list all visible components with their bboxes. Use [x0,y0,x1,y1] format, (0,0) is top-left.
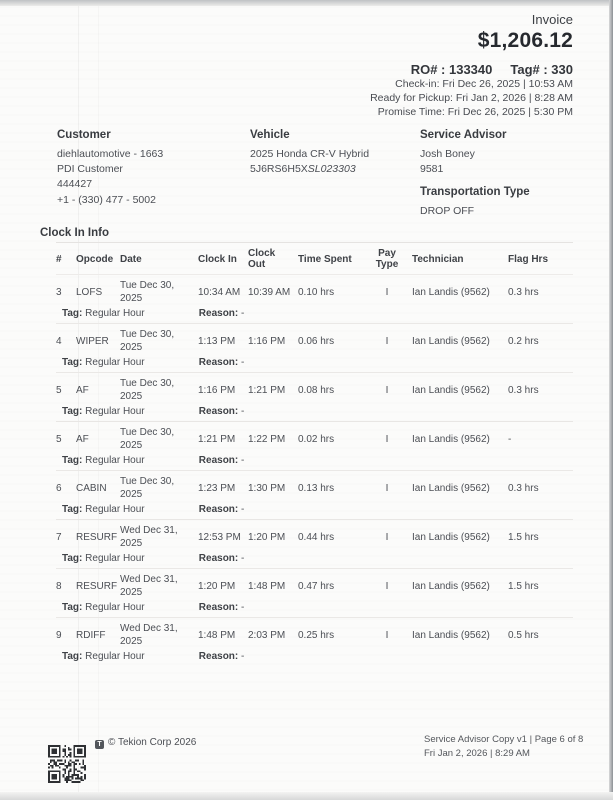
cell-date: Tue Dec 30, 2025 [120,280,175,304]
cell-clock-out: 1:48 PM [248,581,286,592]
customer-title: Customer [57,129,111,141]
copyright-text: © Tekion Corp 2026 [108,737,197,748]
cell-opcode: RESURF [76,532,118,543]
transportation-block [420,186,573,219]
table-header-row [56,242,573,275]
cell-flag-hrs: 1.5 hrs [508,581,539,592]
customer-number: 444427 [57,178,93,191]
cell-clock-in: 1:16 PM [198,385,236,396]
table-row [56,471,573,503]
cell-row-number: 3 [56,287,62,298]
clock-row-group [56,618,573,666]
clock-row-group [56,373,573,422]
table-row [56,324,573,356]
cell-time-spent: 0.47 hrs [298,581,335,592]
cell-time-spent: 0.08 hrs [298,385,335,396]
vehicle-title: Vehicle [250,129,290,141]
cell-flag-hrs: 0.3 hrs [508,483,539,494]
cell-clock-out: 1:30 PM [248,483,286,494]
cell-clock-out: 10:39 AM [248,287,291,298]
cell-date: Tue Dec 30, 2025 [120,476,175,500]
cell-flag-hrs: 1.5 hrs [508,532,539,543]
cell-clock-out: 1:21 PM [248,385,286,396]
table-row [56,618,573,650]
table-row [56,422,573,454]
tag-number: Tag# : 330 [510,62,573,77]
cell-clock-out: 1:22 PM [248,434,286,445]
reason-value: Reason: - [198,357,245,368]
cell-clock-in: 1:48 PM [198,630,236,641]
cell-flag-hrs: 0.2 hrs [508,336,539,347]
parties-section [57,129,573,220]
clock-row-group [56,275,573,324]
qr-code [48,745,86,783]
vehicle-model: 2025 Honda CR-V Hybrid [250,148,370,160]
customer-block [57,129,250,220]
cell-opcode: RDIFF [76,630,106,641]
cell-technician: Ian Landis (9562) [412,336,490,347]
clock-table-rows [56,275,573,666]
transportation-title: Transportation Type [420,186,530,199]
tag-reason-row [56,503,573,519]
service-advisor-title: Service Advisor [420,129,507,141]
reason-value: Reason: - [198,504,245,515]
scan-edge-top [0,0,613,6]
reason-value: Reason: - [198,651,245,662]
invoice-total: $1,206.12 [477,29,573,52]
invoice-header [370,12,573,120]
service-advisor-id: 9581 [420,163,444,176]
cell-flag-hrs: 0.3 hrs [508,385,539,396]
cell-technician: Ian Landis (9562) [412,630,490,641]
ready-for-pickup-time: Ready for Pickup: Fri Jan 2, 2026 | 8:28 AM [370,92,573,105]
cell-pay-type: I [385,581,389,592]
col-header-technician: Technician [412,253,464,265]
tag-reason-row [56,454,573,470]
service-advisor-name: Josh Boney [420,148,475,160]
vehicle-block [250,129,420,220]
cell-opcode: CABIN [76,483,107,494]
cell-row-number: 4 [56,336,62,347]
clock-row-group [56,324,573,373]
reason-value: Reason: - [198,308,245,319]
reason-value: Reason: - [198,406,245,417]
tag-reason-row [56,356,573,372]
table-row [56,520,573,552]
cell-date: Wed Dec 31, 2025 [120,525,178,549]
scan-edge-right [609,0,613,800]
cell-technician: Ian Landis (9562) [412,385,490,396]
table-row [56,373,573,405]
cell-technician: Ian Landis (9562) [412,532,490,543]
cell-pay-type: I [385,287,389,298]
cell-row-number: 9 [56,630,62,641]
cell-opcode: LOFS [76,287,103,298]
cell-date: Tue Dec 30, 2025 [120,329,175,353]
tag-reason-row [56,601,573,617]
col-header-pay-type: Pay Type [375,248,399,270]
cell-opcode: AF [76,434,89,445]
reason-value: Reason: - [198,455,245,466]
cell-time-spent: 0.44 hrs [298,532,335,543]
cell-opcode: AF [76,385,89,396]
tag-reason-row [56,405,573,421]
tag-value: Tag: Regular Hour [62,504,145,515]
reason-value: Reason: - [198,553,245,564]
cell-clock-in: 1:20 PM [198,581,236,592]
cell-time-spent: 0.02 hrs [298,434,335,445]
table-row [56,569,573,601]
ro-number: RO# : 133340 [410,62,493,77]
copyright-line [95,737,196,749]
col-header-flag-hrs: Flag Hrs [508,253,549,265]
cell-pay-type: I [385,385,389,396]
cell-flag-hrs: 0.3 hrs [508,287,539,298]
cell-clock-in: 12:53 PM [198,532,241,543]
cell-technician: Ian Landis (9562) [412,287,490,298]
tag-value: Tag: Regular Hour [62,308,145,319]
clock-in-info-title: Clock In Info [40,227,109,239]
cell-time-spent: 0.13 hrs [298,483,335,494]
tag-value: Tag: Regular Hour [62,455,145,466]
cell-opcode: WIPER [76,336,109,347]
table-row [56,275,573,307]
customer-type: PDI Customer [57,163,123,176]
cell-time-spent: 0.25 hrs [298,630,335,641]
tag-reason-row [56,552,573,568]
clock-row-group [56,569,573,618]
tag-value: Tag: Regular Hour [62,553,145,564]
cell-flag-hrs: 0.5 hrs [508,630,539,641]
col-header-clock-in: Clock In [198,253,237,265]
cell-flag-hrs: - [508,434,512,445]
cell-time-spent: 0.06 hrs [298,336,335,347]
footer-meta [424,733,583,760]
tag-reason-row [56,307,573,323]
clock-row-group [56,520,573,569]
cell-clock-in: 10:34 AM [198,287,241,298]
cell-opcode: RESURF [76,581,118,592]
scan-edge-bottom [0,792,613,800]
cell-technician: Ian Landis (9562) [412,483,490,494]
cell-pay-type: I [385,630,389,641]
cell-row-number: 5 [56,434,62,445]
cell-pay-type: I [385,336,389,347]
cell-row-number: 5 [56,385,62,396]
cell-date: Tue Dec 30, 2025 [120,427,175,451]
tag-value: Tag: Regular Hour [62,602,145,613]
col-header-number: # [56,253,62,265]
checkin-time: Check-in: Fri Dec 26, 2025 | 10:53 AM [395,78,573,90]
cell-pay-type: I [385,532,389,543]
cell-date: Tue Dec 30, 2025 [120,378,175,402]
tekion-logo-icon: T [95,740,104,749]
col-header-time-spent: Time Spent [298,253,352,265]
col-header-date: Date [120,253,142,265]
cell-clock-in: 1:13 PM [198,336,236,347]
cell-row-number: 7 [56,532,62,543]
transportation-value: DROP OFF [420,205,475,218]
clock-row-group [56,422,573,471]
tag-value: Tag: Regular Hour [62,651,145,662]
customer-name: diehlautomotive - 1663 [57,148,164,160]
tag-value: Tag: Regular Hour [62,357,145,368]
cell-clock-out: 1:20 PM [248,532,286,543]
cell-clock-in: 1:21 PM [198,434,236,445]
clock-in-table [56,242,573,666]
customer-phone: +1 - (330) 477 - 5002 [57,193,156,206]
clock-row-group [56,471,573,520]
cell-clock-out: 2:03 PM [248,630,286,641]
copy-info: Service Advisor Copy v1 | Page 6 of 8 [424,734,584,745]
cell-clock-out: 1:16 PM [248,336,286,347]
vehicle-vin: 5J6RS6H5XSL023303 [250,163,356,176]
cell-row-number: 8 [56,581,62,592]
cell-date: Wed Dec 31, 2025 [120,574,178,598]
tag-reason-row [56,650,573,666]
col-header-clock-out: Clock Out [248,248,276,270]
invoice-label: Invoice [531,12,573,27]
cell-pay-type: I [385,434,389,445]
cell-date: Wed Dec 31, 2025 [120,623,178,647]
cell-technician: Ian Landis (9562) [412,434,490,445]
printed-timestamp: Fri Jan 2, 2026 | 8:29 AM [424,747,530,759]
service-advisor-block [420,129,573,220]
reason-value: Reason: - [198,602,245,613]
cell-row-number: 6 [56,483,62,494]
cell-time-spent: 0.10 hrs [298,287,335,298]
clock-in-info-section [40,227,573,666]
promise-time: Promise Time: Fri Dec 26, 2025 | 5:30 PM [377,106,573,119]
tag-value: Tag: Regular Hour [62,406,145,417]
col-header-opcode: Opcode [76,253,114,265]
cell-technician: Ian Landis (9562) [412,581,490,592]
cell-clock-in: 1:23 PM [198,483,236,494]
cell-pay-type: I [385,483,389,494]
ro-tag-line [370,62,573,77]
